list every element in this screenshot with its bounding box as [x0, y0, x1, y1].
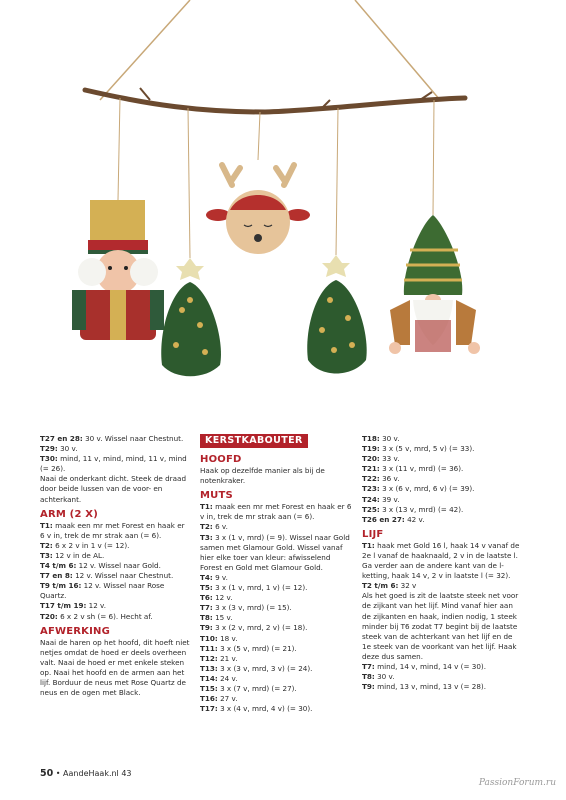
section-heading-muts: MUTS	[200, 490, 233, 502]
instruction-line: T26 en 27: 42 v.	[362, 514, 425, 524]
branch	[85, 90, 465, 112]
footer-source: AandeHaak.nl 43	[63, 769, 132, 778]
instruction-line: T1: haak met Gold 16 l, haak 14 v vanaf de 2e l vanaf de haaknaald, 2 v in de laatste l.	[362, 540, 520, 560]
instruction-line: T10: 18 v.	[200, 633, 238, 643]
instruction-line: T4: 9 v.	[200, 572, 228, 582]
instruction-line: T19: 3 x (5 v, mrd, 5 v) (= 33).	[362, 444, 475, 454]
afwerking-text: Naai de haren op het hoofd, dit hoeft niet netjes omdat de hoed er deels overheen valt. Naai de hoed er met enkele steken op. Naai het hoofd en de armen aan het lijf. Borduur de neus met Rose Quartz de neus en de ogen met Black.	[40, 637, 190, 698]
page-footer	[40, 768, 132, 779]
section-heading-hoofd: HOOFD	[200, 454, 242, 466]
instruction-line: T25: 3 x (13 v, mrd) (= 42).	[362, 504, 464, 514]
instruction-line: T17: 3 x (4 v, mrd, 4 v) (= 30).	[200, 704, 313, 714]
instruction-line: T4 t/m 6: 12 v. Wissel naar Gold.	[40, 561, 161, 571]
instruction-line: T15: 3 x (7 v, mrd) (= 27).	[200, 683, 297, 693]
instruction-line: Naai de onderkant dicht. Steek de draad door beide lussen van de voor- en achterkant.	[40, 474, 187, 504]
instruction-line: T23: 3 x (6 v, mrd, 6 v) (= 39).	[362, 484, 475, 494]
instruction-line: T2 t/m 6: 32 v	[362, 581, 417, 591]
instruction-line: T30: mind, 11 v, mind, mind, 11 v, mind (= 26).	[40, 454, 187, 474]
nutcracker-ornament	[72, 200, 164, 340]
instruction-line: Ga verder aan de andere kant van de l-ketting, haak 14 v, 2 v in laatste l (= 32).	[362, 561, 511, 581]
watermark: PassionForum.ru	[478, 778, 556, 788]
section-heading-afwerking: AFWERKING	[40, 625, 110, 637]
bullet-separator: •	[55, 769, 61, 778]
text-column-3	[362, 434, 522, 692]
instruction-line: T14: 24 v.	[200, 673, 238, 683]
instruction-line: T3: 3 x (1 v, mrd) (= 9). Wissel naar Gold samen met Glamour Gold. Wissel vanaf hier elke toer van kleur: afwisselend Forest en Gold met Glamour Gold.	[200, 532, 350, 572]
instruction-line: T13: 3 x (3 v, mrd, 3 v) (= 24).	[200, 663, 313, 673]
instruction-line: T8: 30 v.	[362, 672, 395, 682]
instruction-line: T2: 6 x 2 v in 1 v (= 12).	[40, 540, 130, 550]
section-heading-arm: ARM (2 X)	[40, 508, 98, 520]
instruction-line: T9: 3 x (2 v, mrd, 2 v) (= 18).	[200, 623, 308, 633]
instruction-line: T24: 39 v.	[362, 494, 400, 504]
instruction-line: T7: mind, 14 v, mind, 14 v (= 30).	[362, 661, 487, 671]
instruction-line: T7 en 8: 12 v. Wissel naar Chestnut.	[40, 571, 174, 581]
instruction-line: Als het goed is zit de laatste steek net voor de zijkant van het lijf. Mind vanaf hier aan de zijkanten en haak, indien nodig, 1 steek minder bij T6 zodat T7 begint bij de laatste steek van de achterkant van het lijf en de 1e steek van de voorkant van het lijf. Haak deze dus samen.	[362, 591, 519, 661]
instruction-line: T3: 12 v in de AL.	[40, 550, 105, 560]
instruction-line: T12: 21 v.	[200, 653, 238, 663]
section-banner-kerstkabouter: KERSTKABOUTER	[200, 434, 308, 448]
hoofd-text: Haak op dezelfde manier als bij de notenkraker.	[200, 466, 325, 486]
col1-intro	[40, 434, 190, 505]
instruction-line: T29: 30 v.	[40, 444, 78, 454]
gnome-ornament	[389, 215, 480, 354]
instruction-line: T9: mind, 13 v, mind, 13 v (= 28).	[362, 682, 487, 692]
instruction-line: T17 t/m 19: 12 v.	[40, 601, 107, 611]
page-number: 50	[40, 768, 54, 779]
instruction-line: T20: 33 v.	[362, 454, 400, 464]
instruction-line: T16: 27 v.	[200, 694, 238, 704]
reindeer-ornament	[206, 165, 310, 254]
instruction-line: T11: 3 x (5 v, mrd) (= 21).	[200, 643, 297, 653]
text-column-1	[40, 434, 190, 698]
instruction-line: T9 t/m 16: 12 v. Wissel naar Rose Quartz.	[40, 581, 165, 601]
instruction-line: T6: 12 v.	[200, 593, 233, 603]
instruction-line: T5: 3 x (1 v, mrd, 1 v) (= 12).	[200, 583, 308, 593]
tree-ornament-left	[161, 258, 221, 376]
instruction-line: T20: 6 x 2 v sh (= 6). Hecht af.	[40, 611, 153, 621]
instruction-line: T2: 6 v.	[200, 522, 228, 532]
section-heading-lijf: LIJF	[362, 528, 384, 540]
instruction-line: T22: 36 v.	[362, 474, 400, 484]
instruction-line: T1: maak een mr met Forest en haak er 6 v in, trek de mr strak aan (= 6).	[200, 502, 352, 522]
instruction-line: T7: 3 x (3 v, mrd) (= 15).	[200, 603, 292, 613]
instruction-line: T21: 3 x (11 v, mrd) (= 36).	[362, 464, 464, 474]
instruction-line: T1: maak een mr met Forest en haak er 6 v in, trek de mr strak aan (= 6).	[40, 520, 185, 540]
tree-ornament-right	[307, 255, 366, 374]
instruction-line: T27 en 28: 30 v. Wissel naar Chestnut.	[40, 434, 184, 443]
instruction-line: T8: 15 v.	[200, 613, 233, 623]
text-column-2	[200, 434, 352, 714]
instruction-line: T18: 30 v.	[362, 434, 400, 443]
